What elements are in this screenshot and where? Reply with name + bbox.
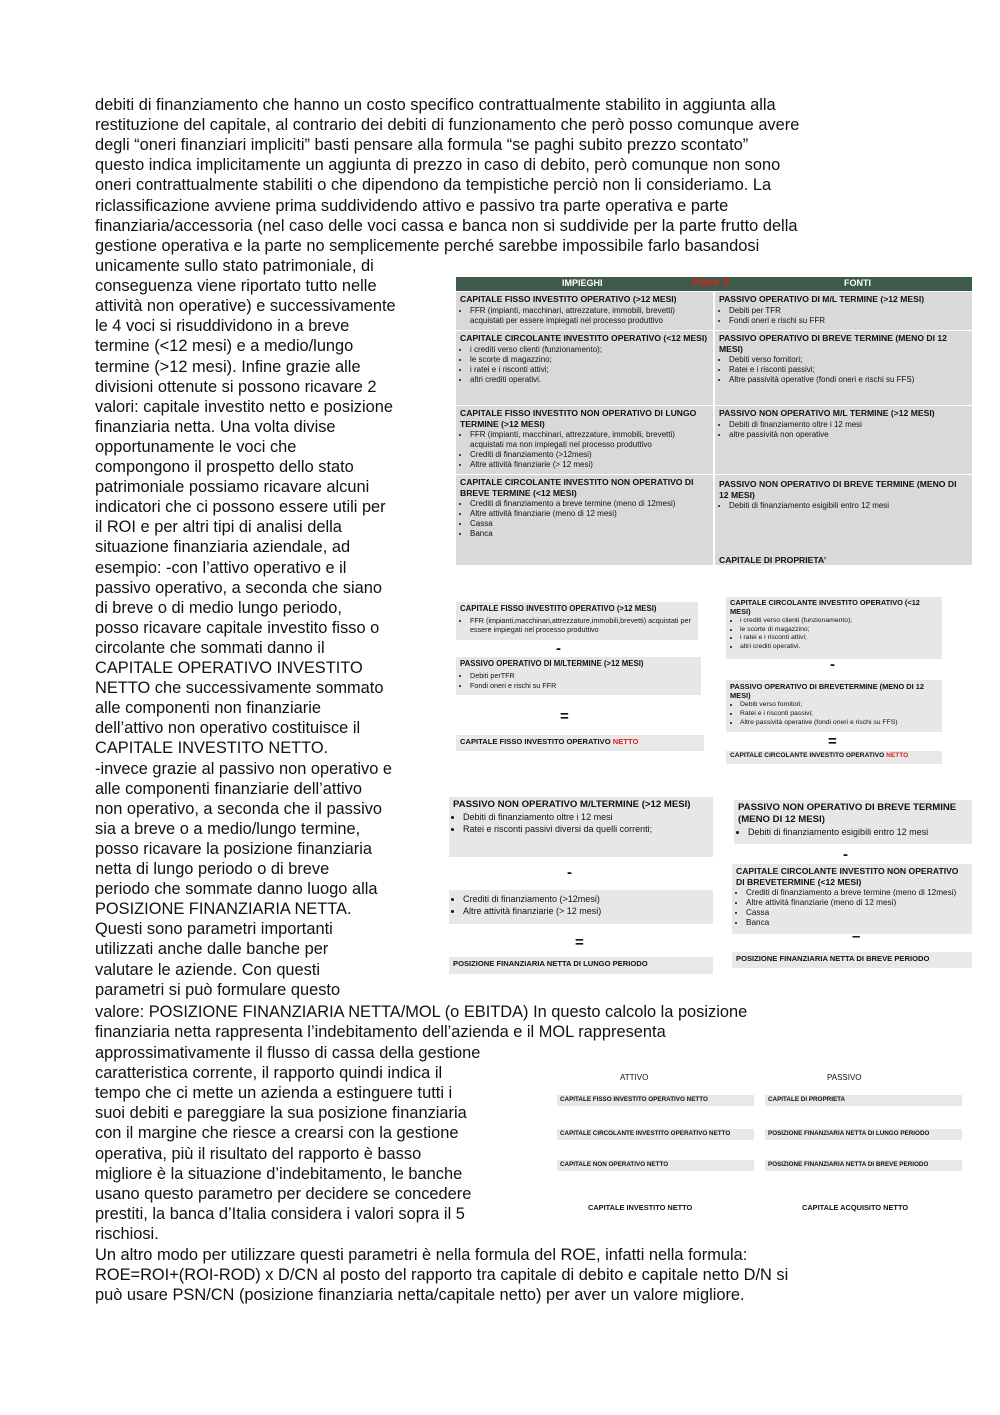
- box-title: PASSIVO OPERATIVO DI BREVETERMINE (MENO DI 12 MESI): [730, 682, 924, 700]
- box-item: • Banca: [470, 529, 709, 539]
- box-items: [726, 617, 942, 651]
- box-item: • Crediti di finanziamento (>12mesi): [470, 450, 709, 460]
- calc-passivo-non-operativo-ml: [449, 797, 713, 857]
- box-title: CAPITALE FISSO INVESTITO OPERATIVO (>12 MESI): [460, 604, 657, 613]
- text-line: valore: POSIZIONE FINANZIARIA NETTA/MOL (o EBITDA) In questo calcolo la posizione: [95, 1003, 748, 1021]
- box-item: • altre passività non operative: [729, 430, 968, 440]
- text-line: alle componenti non finanziarie: [95, 699, 321, 718]
- text-line: utilizzati anche dalle banche per: [95, 940, 329, 959]
- box-passivo-operativo-ml: [715, 292, 972, 330]
- text-line: riclassificazione avviene prima suddividendo attivo e passivo tra parte operativa e parte: [95, 196, 729, 215]
- text-line: parametri si può formulare questo: [95, 980, 341, 999]
- calc-passivo-ml: [456, 657, 701, 695]
- box-items: [456, 671, 701, 691]
- box-item: • Banca: [746, 918, 968, 928]
- box-items: [732, 888, 972, 928]
- box-item: • Cassa: [746, 908, 968, 918]
- text-line: alle componenti finanziarie dell’attivo: [95, 779, 362, 798]
- summary-right-row-1: CAPITALE DI PROPRIETA: [765, 1095, 962, 1106]
- text-line: periodo che sommate danno luogo alla: [95, 880, 378, 899]
- result-capitale-fisso-netto: [456, 735, 704, 751]
- box-capitale-circolante-operativo: [456, 331, 713, 405]
- box-title: CAPITALE FISSO INVESTITO NON OPERATIVO DI LUNGO TERMINE (>12 MESI): [460, 408, 697, 429]
- text-line: NETTO che successivamente sommato: [95, 679, 384, 698]
- box-items: [715, 306, 972, 326]
- box-item: • Altre attività finanziarie (meno di 12 mesi): [746, 898, 968, 908]
- result-pfn-breve: POSIZIONE FINANZIARIA NETTA DI BREVE PERIODO: [732, 952, 972, 968]
- box-items: [715, 355, 972, 385]
- box-item: • FFR (impianti, macchinari, attrezzature, immobili, brevetti) acquistati ma non impiegati nel processo produttivo: [470, 430, 709, 450]
- box-title: CAPITALE CIRCOLANTE INVESTITO OPERATIVO (<12 MESI): [460, 333, 708, 343]
- text-line: indicatori che ci possono essere utili per: [95, 498, 386, 517]
- box-items: [456, 499, 713, 539]
- box-item: • Fondi oneri e rischi su FFR: [470, 681, 697, 691]
- box-item: • Altre passività operative (fondi oneri e rischi su FFS): [729, 375, 968, 385]
- text-line: gestione operativa e la parte no semplicemente perché sarebbe impossibile farlo basandosi: [95, 236, 760, 255]
- calc-capitale-fisso: [456, 602, 698, 640]
- minus-sign: -: [556, 640, 561, 657]
- box-items: [726, 701, 942, 727]
- text-line: di breve o di medio lungo periodo,: [95, 598, 342, 617]
- box-passivo-operativo-breve: [715, 331, 972, 405]
- box-title: PASSIVO OPERATIVO DI M/L TERMINE (>12 MESI): [719, 294, 925, 304]
- box-item: • Debiti di finanziamento esigibili entro 12 mesi: [729, 501, 968, 511]
- box-title: PASSIVO NON OPERATIVO DI BREVE TERMINE (MENO DI 12 MESI): [719, 479, 957, 500]
- text-line: valutare le aziende. Con questi: [95, 960, 321, 979]
- text-line: -invece grazie al passivo non operativo e: [95, 759, 393, 778]
- text-line: unicamente sullo stato patrimoniale, di: [95, 257, 374, 275]
- box-item: • Ratei e i risconti passivi;: [729, 365, 968, 375]
- summary-attivo-header: ATTIVO: [620, 1073, 649, 1082]
- text-line: con il margine che riesce a crearsi con la gestione: [95, 1124, 459, 1143]
- box-item: • Debiti di finanziamento esigibili entro 12 mesi: [748, 827, 968, 839]
- box-item: • FFR (impianti,macchinari,attrezzature,immobili,brevetti) acquistati per essere impiegati nel processo produttivo: [470, 616, 694, 634]
- text-line: conseguenza viene riportato tutto nelle: [95, 277, 377, 296]
- text-line: non operativo, a seconda che il passivo: [95, 799, 383, 818]
- box-capitale-fisso-operativo: [456, 292, 713, 330]
- text-line: POSIZIONE FINANZIARIA NETTA.: [95, 900, 352, 919]
- equals-sign: =: [560, 708, 569, 725]
- box-title: PASSIVO NON OPERATIVO M/L TERMINE (>12 MESI): [719, 408, 935, 418]
- box-title: CAPITALE CIRCOLANTE INVESTITO OPERATIVO (<12 MESI): [730, 598, 920, 616]
- result-pfn-lungo: POSIZIONE FINANZIARIA NETTA DI LUNGO PERIODO: [449, 957, 713, 974]
- header-fonti: FONTI: [844, 278, 871, 288]
- box-item: • Altre attività finanziarie (meno di 12 mesi): [470, 509, 709, 519]
- netto-label: NETTO: [886, 752, 909, 759]
- text-line: termine (>12 mesi). Infine grazie alle: [95, 357, 361, 376]
- text-line: posso ricavare capitale investito fisso o: [95, 618, 380, 637]
- equals-sign: =: [575, 934, 584, 951]
- text-line: CAPITALE OPERATIVO INVESTITO: [95, 659, 363, 677]
- summary-total-left: CAPITALE INVESTITO NETTO: [588, 1203, 693, 1212]
- text-line: passivo operativo, a seconda che siano: [95, 578, 383, 597]
- text-line: divisioni ottenute si possono ricavare 2: [95, 377, 377, 396]
- calc-capitale-circolante: [726, 597, 942, 659]
- result-label: CAPITALE FISSO INVESTITO OPERATIVO: [460, 737, 611, 746]
- text-line: finanziaria netta rappresenta l’indebitamento dell’azienda e il MOL rappresenta: [95, 1023, 666, 1042]
- minus-sign: –: [852, 928, 861, 945]
- box-item: • i ratei e i risconti attivi;: [470, 365, 709, 375]
- summary-total-right: CAPITALE ACQUISITO NETTO: [802, 1203, 909, 1212]
- text-line: attività non operative) e successivamente: [95, 297, 396, 316]
- text-line: sia a breve o a medio/lungo termine,: [95, 819, 361, 838]
- box-item: • Debiti verso fornitori;: [729, 355, 968, 365]
- box-capitale-fisso-non-operativo: [456, 406, 713, 474]
- text-line: questo indica implicitamente un aggiunta di prezzo in caso di debito, però comunque non sono: [95, 156, 781, 175]
- box-item: • Altre passività operative (fondi oneri e rischi su FFS): [740, 719, 938, 728]
- box-title: PASSIVO NON OPERATIVO DI BREVE TERMINE (MENO DI 12 MESI): [738, 802, 957, 825]
- box-item: • Cassa: [470, 519, 709, 529]
- minus-sign: -: [830, 656, 835, 673]
- text-line: ROE=ROI+(ROI-ROD) x D/CN al posto del rapporto tra capitale di debito e capitale netto D/N si: [95, 1266, 789, 1285]
- box-title: PASSIVO OPERATIVO DI M/LTERMINE (>12 MESI): [460, 659, 644, 668]
- capitale-proprieta-label: CAPITALE DI PROPRIETA’: [719, 555, 827, 565]
- text-line: tempo che ci mette un azienda a estinguere tutti i: [95, 1084, 453, 1103]
- box-item: • Debiti di finanziamento oltre i 12 mesi: [729, 420, 968, 430]
- box-item: • Altre attività finanziarie (> 12 mesi): [463, 906, 709, 918]
- text-line: prestiti, la banca d’Italia considera i valori sopra il 5: [95, 1204, 465, 1223]
- text-line: finanziaria netta. Una volta divise: [95, 417, 336, 436]
- box-item: • Debiti per TFR: [729, 306, 968, 316]
- box-title: CAPITALE CIRCOLANTE INVESTITO NON OPERATIVO DI BREVETERMINE (<12 MESI): [736, 866, 959, 887]
- box-items: [715, 420, 972, 440]
- text-line: situazione finanziaria aziendale, ad: [95, 538, 351, 557]
- text-line: finanziaria/accessoria (nel caso delle voci cassa e banca non si suddivide per la parte frutto della: [95, 216, 798, 235]
- box-item: • Crediti di finanziamento (>12mesi): [463, 894, 709, 906]
- calc-passivo-breve: [726, 680, 942, 732]
- box-item: • Debiti perTFR: [470, 671, 697, 681]
- text-line: migliore è la situazione d’indebitamento, le banche: [95, 1164, 463, 1183]
- phase-label: Fase 3: [692, 275, 730, 289]
- text-line: patrimoniale possiamo ricavare alcuni: [95, 478, 370, 497]
- netto-label: NETTO: [612, 737, 639, 746]
- summary-right-row-2: POSIZIONE FINANZIARIA NETTA DI LUNGO PERIODO: [765, 1129, 962, 1140]
- minus-sign: -: [567, 864, 572, 881]
- box-item: • Crediti di finanziamento a breve termine (meno di 12mesi): [746, 888, 968, 898]
- box-items: [456, 345, 713, 385]
- text-line: il ROI e per altri tipi di analisi della: [95, 518, 342, 537]
- result-label: CAPITALE CIRCOLANTE INVESTITO OPERATIVO: [730, 752, 885, 759]
- box-item: • Ratei e i risconti passivi;: [740, 710, 938, 719]
- box-items: [715, 501, 972, 511]
- box-item: • i ratei e i risconti attivi;: [740, 634, 938, 643]
- box-items: [449, 890, 713, 917]
- calc-capitale-circolante-non-operativo: [732, 864, 972, 934]
- summary-passivo-header: PASSIVO: [827, 1073, 862, 1082]
- box-item: • altri crediti operativi.: [470, 375, 709, 385]
- text-line: oneri contrattualmente stabiliti o che dipendono da tempistiche perciò non li consideriamo. La: [95, 176, 772, 195]
- box-item: • le scorte di magazzino;: [470, 355, 709, 365]
- box-item: • Crediti di finanziamento a breve termine (meno di 12mesi): [470, 499, 709, 509]
- box-title: PASSIVO NON OPERATIVO M/LTERMINE (>12 MESI): [453, 799, 691, 810]
- summary-left-row-3: CAPITALE NON OPERATIVO NETTO: [557, 1160, 754, 1171]
- box-title: PASSIVO OPERATIVO DI BREVE TERMINE (MENO DI 12 MESI): [719, 333, 947, 354]
- box-item: • Altre attività finanziarie (> 12 mesi): [470, 460, 709, 470]
- text-line: Un altro modo per utilizzare questi parametri è nella formula del ROE, infatti nella formula:: [95, 1246, 748, 1264]
- box-items: [456, 616, 698, 634]
- text-line: posso ricavare la posizione finanziaria: [95, 839, 372, 858]
- text-line: operativa, più il risultato del rapporto è basso: [95, 1144, 422, 1163]
- text-line: CAPITALE INVESTITO NETTO.: [95, 739, 329, 758]
- text-line: esempio: -con l’attivo operativo e il: [95, 558, 347, 577]
- text-line: le 4 voci si risuddividono in a breve: [95, 317, 350, 336]
- box-item: • altri crediti operativi.: [740, 643, 938, 652]
- summary-left-row-2: CAPITALE CIRCOLANTE INVESTITO OPERATIVO NETTO: [557, 1129, 754, 1140]
- summary-left-row-1: CAPITALE FISSO INVESTITO OPERATIVO NETTO: [557, 1095, 754, 1106]
- box-capitale-circolante-non-operativo: [456, 475, 713, 565]
- box-item: • i crediti verso clienti (funzionamento);: [740, 617, 938, 626]
- box-item: • Fondi oneri e rischi su FFR: [729, 316, 968, 326]
- text-line: Questi sono parametri importanti: [95, 920, 333, 939]
- text-line: termine (<12 mesi) e a medio/lungo: [95, 337, 354, 356]
- text-line: valori: capitale investito netto e posizione: [95, 397, 393, 416]
- equals-sign: =: [828, 733, 837, 750]
- minus-sign: -: [843, 846, 848, 863]
- box-items: [456, 430, 713, 470]
- box-passivo-non-operativo-ml: [715, 406, 972, 474]
- text-line: restituzione del capitale, al contrario dei debiti di funzionamento che però posso comunque avere: [95, 116, 800, 135]
- summary-right-row-3: POSIZIONE FINANZIARIA NETTA DI BREVE PERIODO: [765, 1160, 962, 1171]
- text-line: circolante che sommati danno il: [95, 638, 325, 657]
- text-line: debiti di finanziamento che hanno un costo specifico contrattualmente stabilito in aggiunta alla: [95, 96, 776, 114]
- box-passivo-non-operativo-breve: [715, 475, 972, 565]
- text-line: può usare PSN/CN (posizione finanziaria netta/capitale netto) per aver un valore migliore.: [95, 1286, 745, 1305]
- result-capitale-circolante-netto: [726, 751, 942, 764]
- box-title: CAPITALE FISSO INVESTITO OPERATIVO (>12 MESI): [460, 294, 677, 304]
- calc-attivita-finanziarie-ml: [449, 890, 713, 924]
- box-item: • FFR (impianti, macchinari, attrezzature, immobili, brevetti) acquistati per essere impiegati nel processo produttivo: [470, 306, 709, 326]
- text-line: degli “oneri finanziari impliciti” basti pensare alla formula “se paghi subito prezzo scontato”: [95, 136, 749, 155]
- header-impieghi: IMPIEGHI: [562, 278, 603, 288]
- box-item: • i crediti verso clienti (funzionamento);: [470, 345, 709, 355]
- text-line: approssimativamente il flusso di cassa della gestione: [95, 1044, 481, 1062]
- box-items: [734, 827, 972, 839]
- text-line: compongono il prospetto dello stato: [95, 458, 354, 476]
- box-item: • le scorte di magazzino;: [740, 626, 938, 635]
- calc-passivo-non-operativo-breve: [734, 800, 972, 844]
- box-item: • Debiti verso fornitori;: [740, 701, 938, 710]
- box-title: CAPITALE CIRCOLANTE INVESTITO NON OPERATIVO DI BREVE TERMINE (<12 MESI): [460, 477, 694, 498]
- text-line: suoi debiti e pareggiare la sua posizione finanziaria: [95, 1104, 467, 1123]
- text-line: netta di lungo periodo o di breve: [95, 860, 330, 878]
- text-line: caratteristica corrente, il rapporto quindi indica il: [95, 1064, 443, 1083]
- text-line: dell’attivo non operativo costituisce il: [95, 719, 361, 738]
- text-line: usano questo parametro per decidere se concedere: [95, 1184, 472, 1203]
- text-line: opportunamente le voci che: [95, 437, 297, 456]
- box-items: [456, 306, 713, 326]
- box-items: [449, 812, 713, 835]
- box-item: • Ratei e risconti passivi diversi da quelli correnti;: [463, 824, 709, 836]
- text-line: rischiosi.: [95, 1224, 159, 1243]
- box-item: • Debiti di finanziamento oltre i 12 mesi: [463, 812, 709, 824]
